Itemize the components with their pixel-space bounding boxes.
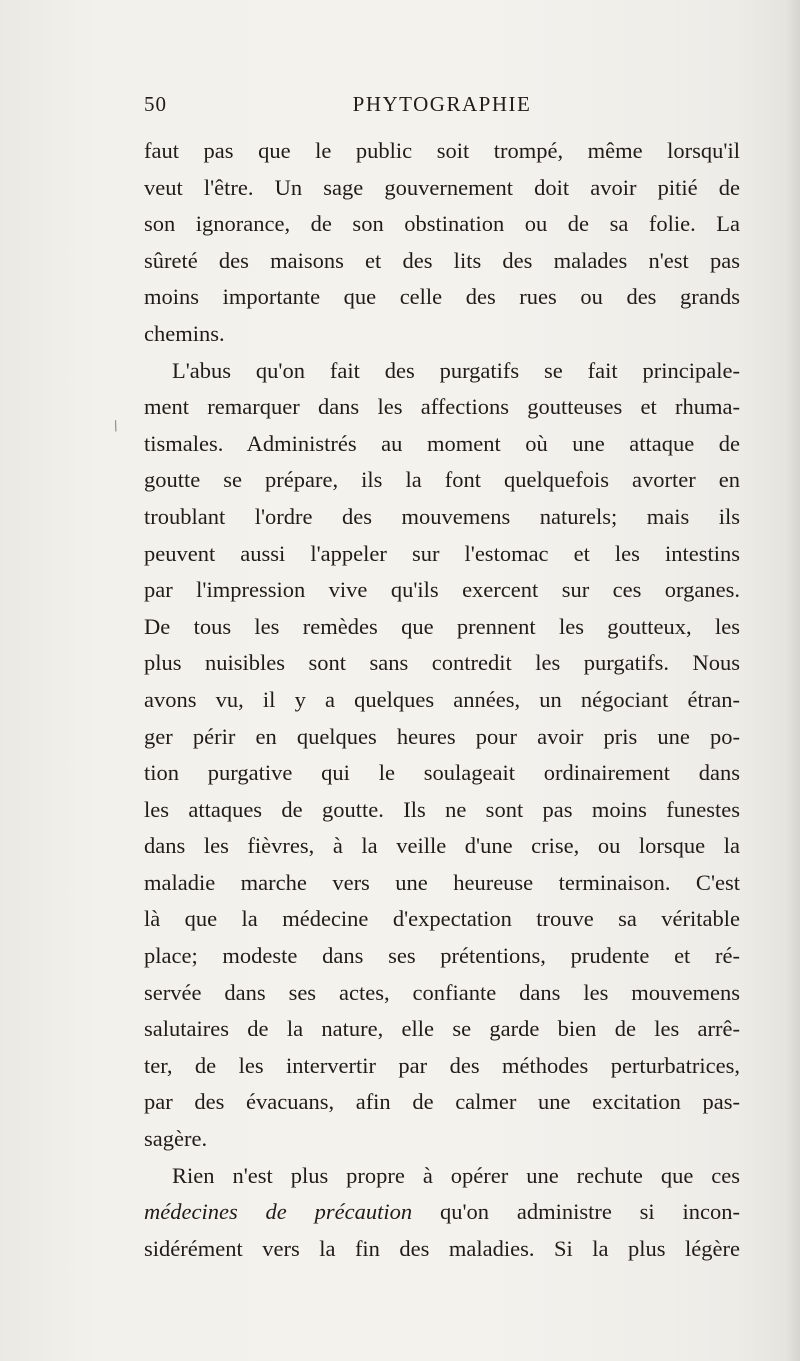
running-head <box>144 92 740 118</box>
italic-phrase: médecines de précaution <box>144 1199 413 1225</box>
text-line: ter, de les intervertir par des méthodes perturbatrices, <box>144 1052 740 1078</box>
margin-pencil-mark: / <box>111 417 122 436</box>
text-line: place; modeste dans ses prétentions, prudente et ré- <box>144 943 740 969</box>
text-line: sûreté des maisons et des lits des malades n'est pas <box>144 247 740 273</box>
text-line: ger périr en quelques heures pour avoir pris une po- <box>144 723 740 749</box>
text-line: goutte se prépare, ils la font quelquefois avorter en <box>144 467 740 493</box>
text-line: ment remarquer dans les affections goutteuses et rhuma- <box>144 394 740 420</box>
text-line: plus nuisibles sont sans contredit les purgatifs. Nous <box>144 650 740 676</box>
text-line: chemins. <box>144 320 225 346</box>
text-line: par des évacuans, afin de calmer une excitation pas- <box>144 1089 740 1115</box>
text-line: De tous les remèdes que prennent les goutteux, les <box>144 613 740 639</box>
text-line: faut pas que le public soit trompé, même lorsqu'il <box>144 138 740 163</box>
text-line: salutaires de la nature, elle se garde bien de les arrê- <box>144 1016 740 1042</box>
page-edge-shadow <box>786 0 800 1361</box>
text-line: Rien n'est plus propre à opérer une rechute que ces <box>172 1162 740 1188</box>
text-line: moins importante que celle des rues ou des grands <box>144 284 740 310</box>
text-line: avons vu, il y a quelques années, un négociant étran- <box>144 686 740 712</box>
text-line: L'abus qu'on fait des purgatifs se fait principale- <box>172 357 740 383</box>
text-line: servée dans ses actes, confiante dans les mouvemens <box>144 979 740 1005</box>
page-number: 50 <box>144 92 167 116</box>
text-fragment: qu'on administre si incon- <box>412 1199 740 1225</box>
text-line: maladie marche vers une heureuse terminaison. C'est <box>144 869 740 895</box>
text-line: dans les fièvres, à la veille d'une crise, ou lorsque la <box>144 833 740 859</box>
text-line: son ignorance, de son obstination ou de sa folie. La <box>144 211 740 237</box>
text-line: peuvent aussi l'appeler sur l'estomac et les intestins <box>144 540 740 566</box>
text-line: par l'impression vive qu'ils exercent sur ces organes. <box>144 577 740 603</box>
text-line: sidérément vers la fin des maladies. Si la plus légère <box>144 1235 740 1261</box>
text-line: sagère. <box>144 1126 208 1152</box>
body-text <box>144 133 740 1267</box>
running-title: PHYTOGRAPHIE <box>352 92 532 116</box>
text-line <box>144 1194 740 1231</box>
text-line: troublant l'ordre des mouvemens naturels; mais ils <box>144 503 740 529</box>
text-line: les attaques de goutte. Ils ne sont pas moins funestes <box>144 796 740 822</box>
text-line: veut l'être. Un sage gouvernement doit avoir pitié de <box>144 174 740 200</box>
text-line: tion purgative qui le soulageait ordinairement dans <box>144 760 740 786</box>
text-line: là que la médecine d'expectation trouve sa véritable <box>144 906 740 932</box>
text-line: tismales. Administrés au moment où une attaque de <box>144 430 740 456</box>
